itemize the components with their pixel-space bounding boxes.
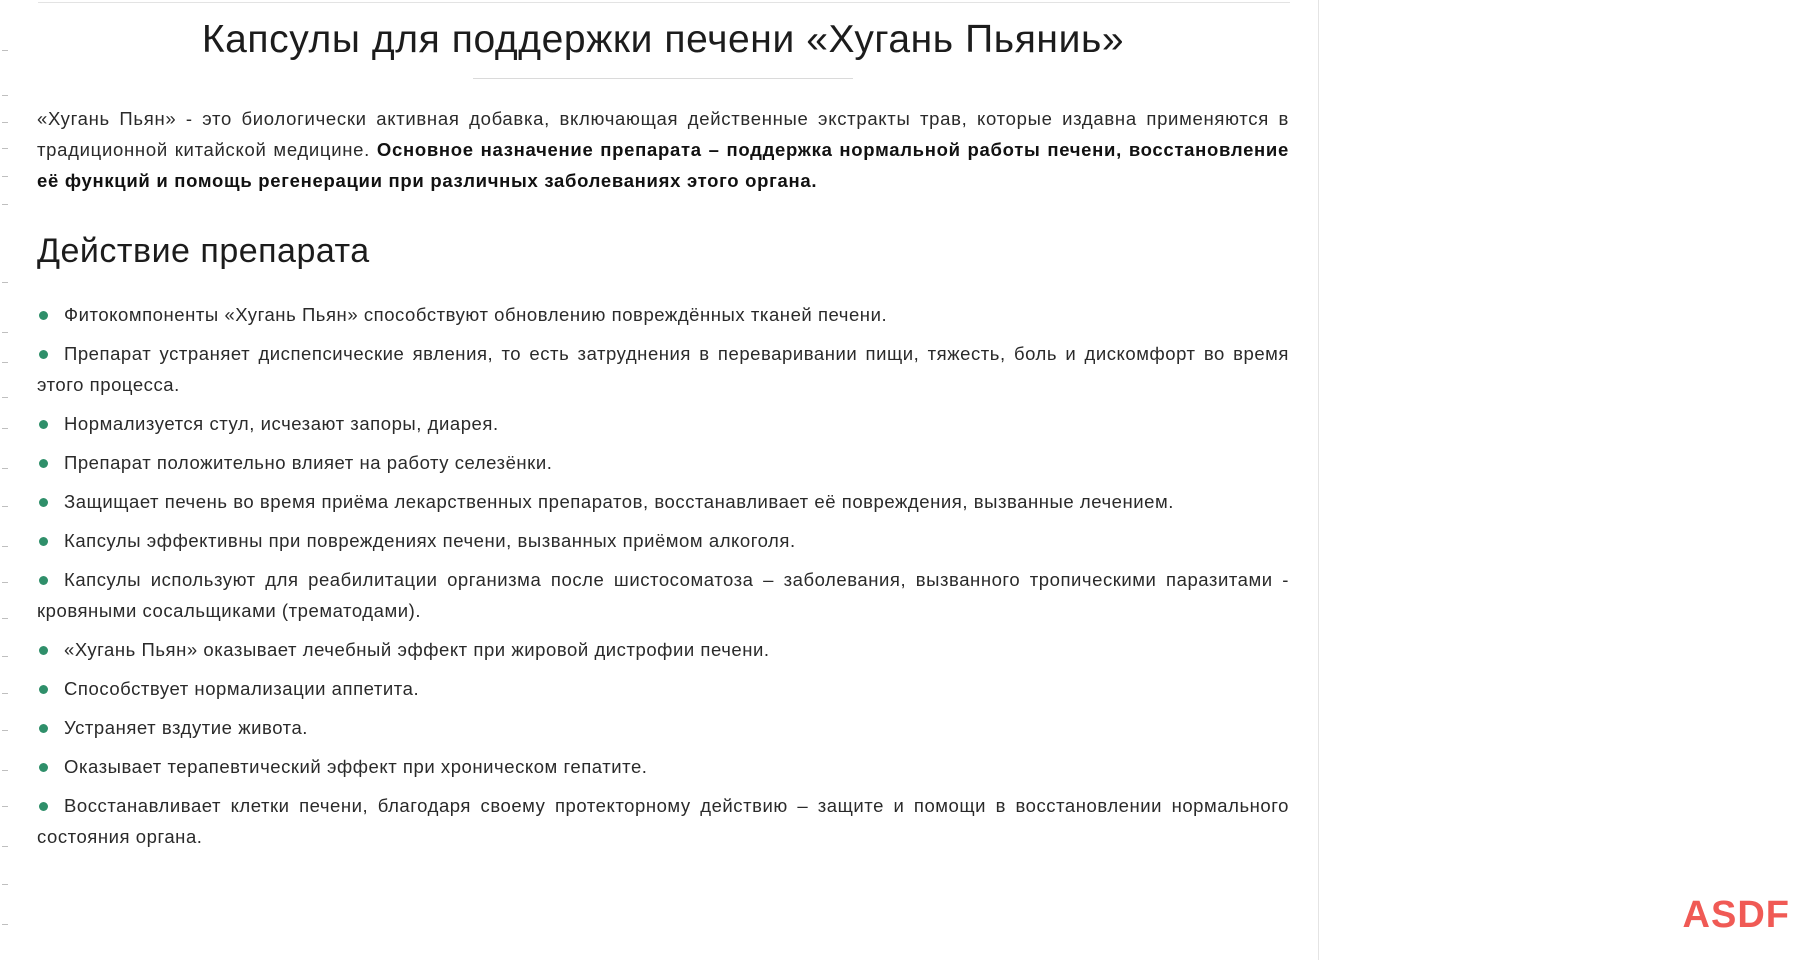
watermark: ASDF: [1682, 894, 1790, 936]
bullet-icon: [39, 576, 48, 585]
page-title: Капсулы для поддержки печени «Хугань Пьяниь»: [201, 18, 1125, 61]
list-item: [37, 790, 1289, 852]
title-underline: [473, 78, 853, 79]
list-item-text: Способствует нормализации аппетита.: [64, 678, 420, 699]
intro-bold-text: Основное назначение препарата – поддержка нормальной работы печени, восстановление её функций и помощь регенерации при различных заболеваниях этого органа.: [37, 139, 1289, 191]
list-item-text: Устраняет вздутие живота.: [64, 717, 308, 738]
content-divider: [1318, 0, 1319, 960]
list-item: [37, 751, 1289, 782]
list-item: [37, 447, 1289, 478]
intro-plain-text: «Хугань Пьян» - это биологически активная добавка, включающая действенные экстракты трав, которые издавна применяются в традиционной китайской медицине.: [37, 108, 1289, 160]
list-item: [37, 634, 1289, 665]
left-margin-ticks: [0, 0, 12, 960]
bullet-icon: [39, 311, 48, 320]
list-item-text: Нормализуется стул, исчезают запоры, диарея.: [64, 413, 499, 434]
list-item: [37, 486, 1289, 517]
effects-list: [37, 299, 1289, 852]
bullet-icon: [39, 537, 48, 546]
bullet-icon: [39, 420, 48, 429]
bullet-icon: [39, 802, 48, 811]
list-item-text: Препарат положительно влияет на работу селезёнки.: [64, 452, 553, 473]
bullet-icon: [39, 498, 48, 507]
list-item-text: «Хугань Пьян» оказывает лечебный эффект при жировой дистрофии печени.: [64, 639, 770, 660]
list-item: [37, 564, 1289, 626]
list-item: [37, 408, 1289, 439]
bullet-icon: [39, 763, 48, 772]
bullet-icon: [39, 724, 48, 733]
list-item-text: Капсулы используют для реабилитации организма после шистосоматоза – заболевания, вызванного тропическими паразитами - кровяными сосальщиками (трематодами).: [37, 569, 1289, 621]
bullet-icon: [39, 459, 48, 468]
list-item: [37, 299, 1289, 330]
list-item-text: Препарат устраняет диспепсические явления, то есть затруднения в переваривании пищи, тяжесть, боль и дискомфорт во время этого процесса.: [37, 343, 1289, 395]
bullet-icon: [39, 350, 48, 359]
list-item-text: Оказывает терапевтический эффект при хроническом гепатите.: [64, 756, 648, 777]
bullet-icon: [39, 646, 48, 655]
list-item-text: Восстанавливает клетки печени, благодаря своему протекторному действию – защите и помощи в восстановлении нормального состояния органа.: [37, 795, 1289, 847]
list-item-text: Фитокомпоненты «Хугань Пьян» способствуют обновлению повреждённых тканей печени.: [64, 304, 888, 325]
list-item: [37, 525, 1289, 556]
list-item: [37, 338, 1289, 400]
section-heading: Действие препарата: [37, 232, 370, 270]
list-item-text: Защищает печень во время приёма лекарственных препаратов, восстанавливает её повреждения, вызванные лечением.: [64, 491, 1174, 512]
article: [37, 0, 1289, 860]
list-item: [37, 712, 1289, 743]
bullet-icon: [39, 685, 48, 694]
list-item: [37, 673, 1289, 704]
intro-paragraph: [37, 103, 1289, 196]
list-item-text: Капсулы эффективны при повреждениях печени, вызванных приёмом алкоголя.: [64, 530, 796, 551]
